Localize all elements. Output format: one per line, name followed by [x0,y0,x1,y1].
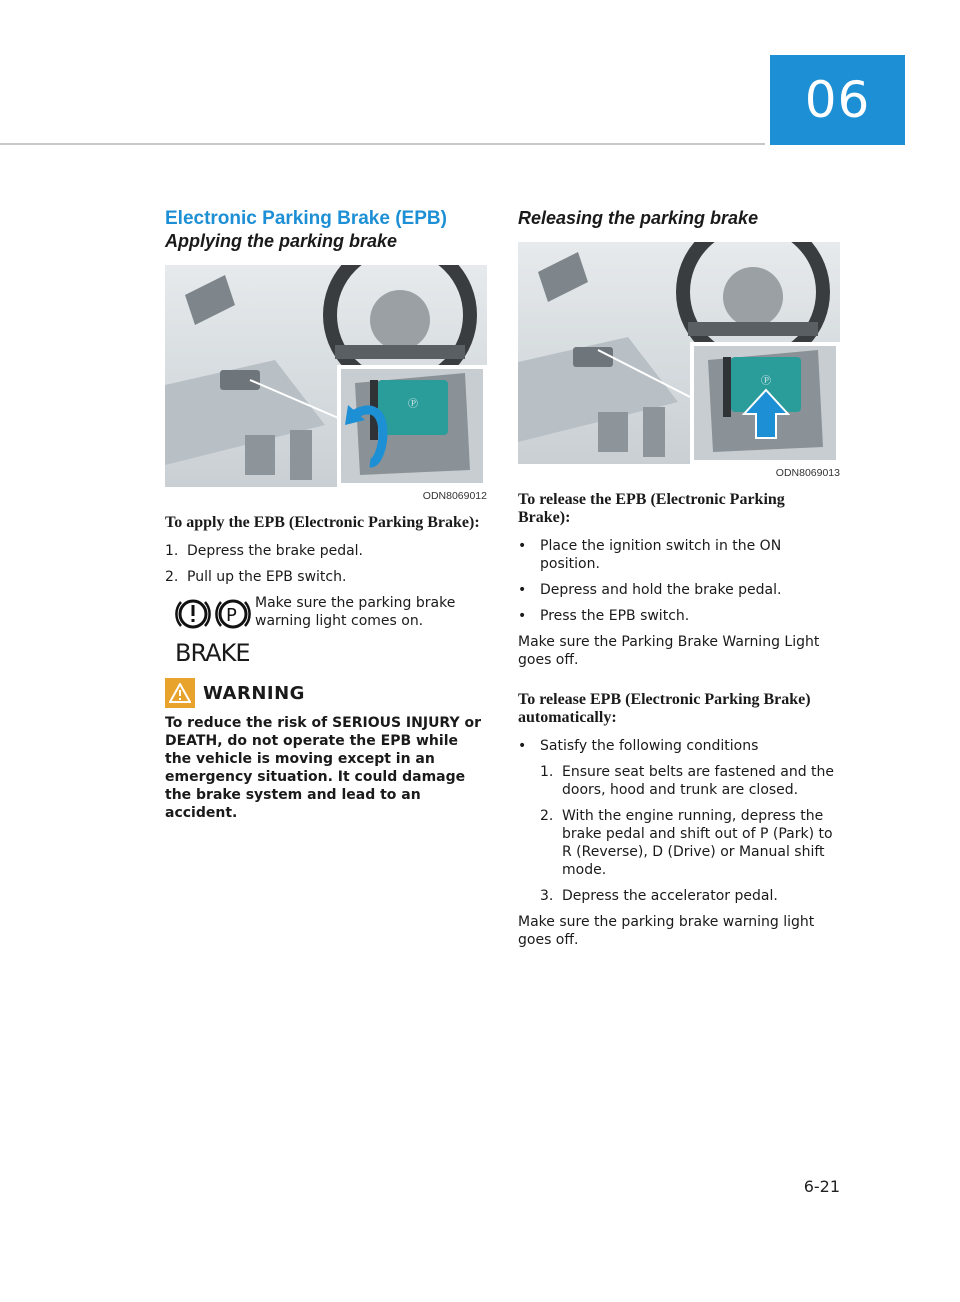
figure-apply-epb [165,265,487,487]
parking-icon: Ⓟ [408,399,418,410]
manual-release-steps [518,537,840,625]
subsection-title-release: Releasing the parking brake [518,208,759,228]
subsection-title-apply: Applying the parking brake [165,231,398,251]
list-item: 2. Pull up the EPB switch. [165,569,347,585]
manual-release-heading: To release the EPB (Electronic Parking Brake): [518,491,785,526]
list-item: • Press the EPB switch. [518,608,690,624]
chapter-tab: 06 [770,55,905,145]
right-column [518,208,840,957]
apply-epb-illustration [165,265,487,487]
warning-body: To reduce the risk of SERIOUS INJURY or DEATH, do not operate the EPB while the vehicle is moving except in an emergency situation. It could damage the brake system and lead to an accident. [165,715,481,821]
list-item: • Satisfy the following conditions [518,738,759,754]
lamp-note: Make sure the parking brake warning light comes on. [255,595,456,629]
page-number: 6-21 [803,1177,840,1196]
warning-header [165,678,487,708]
release-epb-illustration [518,242,840,464]
auto-release-note: Make sure the parking brake warning light goes off. [518,914,815,948]
list-item: • Place the ignition switch in the ON position. [518,538,782,572]
list-item: 3. Depress the accelerator pedal. [540,888,778,904]
apply-procedure-heading: To apply the EPB (Electronic Parking Brake): [165,514,480,531]
apply-steps [165,542,487,586]
figure-caption: ODN8069013 [775,467,840,479]
list-item: 1. Ensure seat belts are fastened and the doors, hood and trunk are closed. [540,764,835,798]
list-item: 2. With the engine running, depress the brake pedal and shift out of P (Park) to R (Reverse), D (Drive) or Manual shift mode. [540,808,833,878]
left-column [165,208,487,822]
section-title: Electronic Parking Brake (EPB) [165,208,447,229]
figure-release-epb [518,242,840,464]
manual-release-note: Make sure the Parking Brake Warning Light goes off. [518,634,820,668]
warning-triangle-icon [165,678,195,708]
svg-text:P: P [226,605,237,626]
auto-release-conditions [518,763,840,905]
figure-caption: ODN8069012 [422,490,487,502]
warning-title: WARNING [203,682,305,704]
parking-icon: Ⓟ [761,376,771,387]
lamp-label: BRAKE [175,639,250,667]
list-item: • Depress and hold the brake pedal. [518,582,782,598]
auto-release-heading: To release EPB (Electronic Parking Brake) automatically: [518,691,811,726]
auto-release-bullets [518,737,840,755]
list-item: 1. Depress the brake pedal. [165,543,364,559]
warning-lamp-row [165,594,487,666]
header-rule [0,143,765,145]
